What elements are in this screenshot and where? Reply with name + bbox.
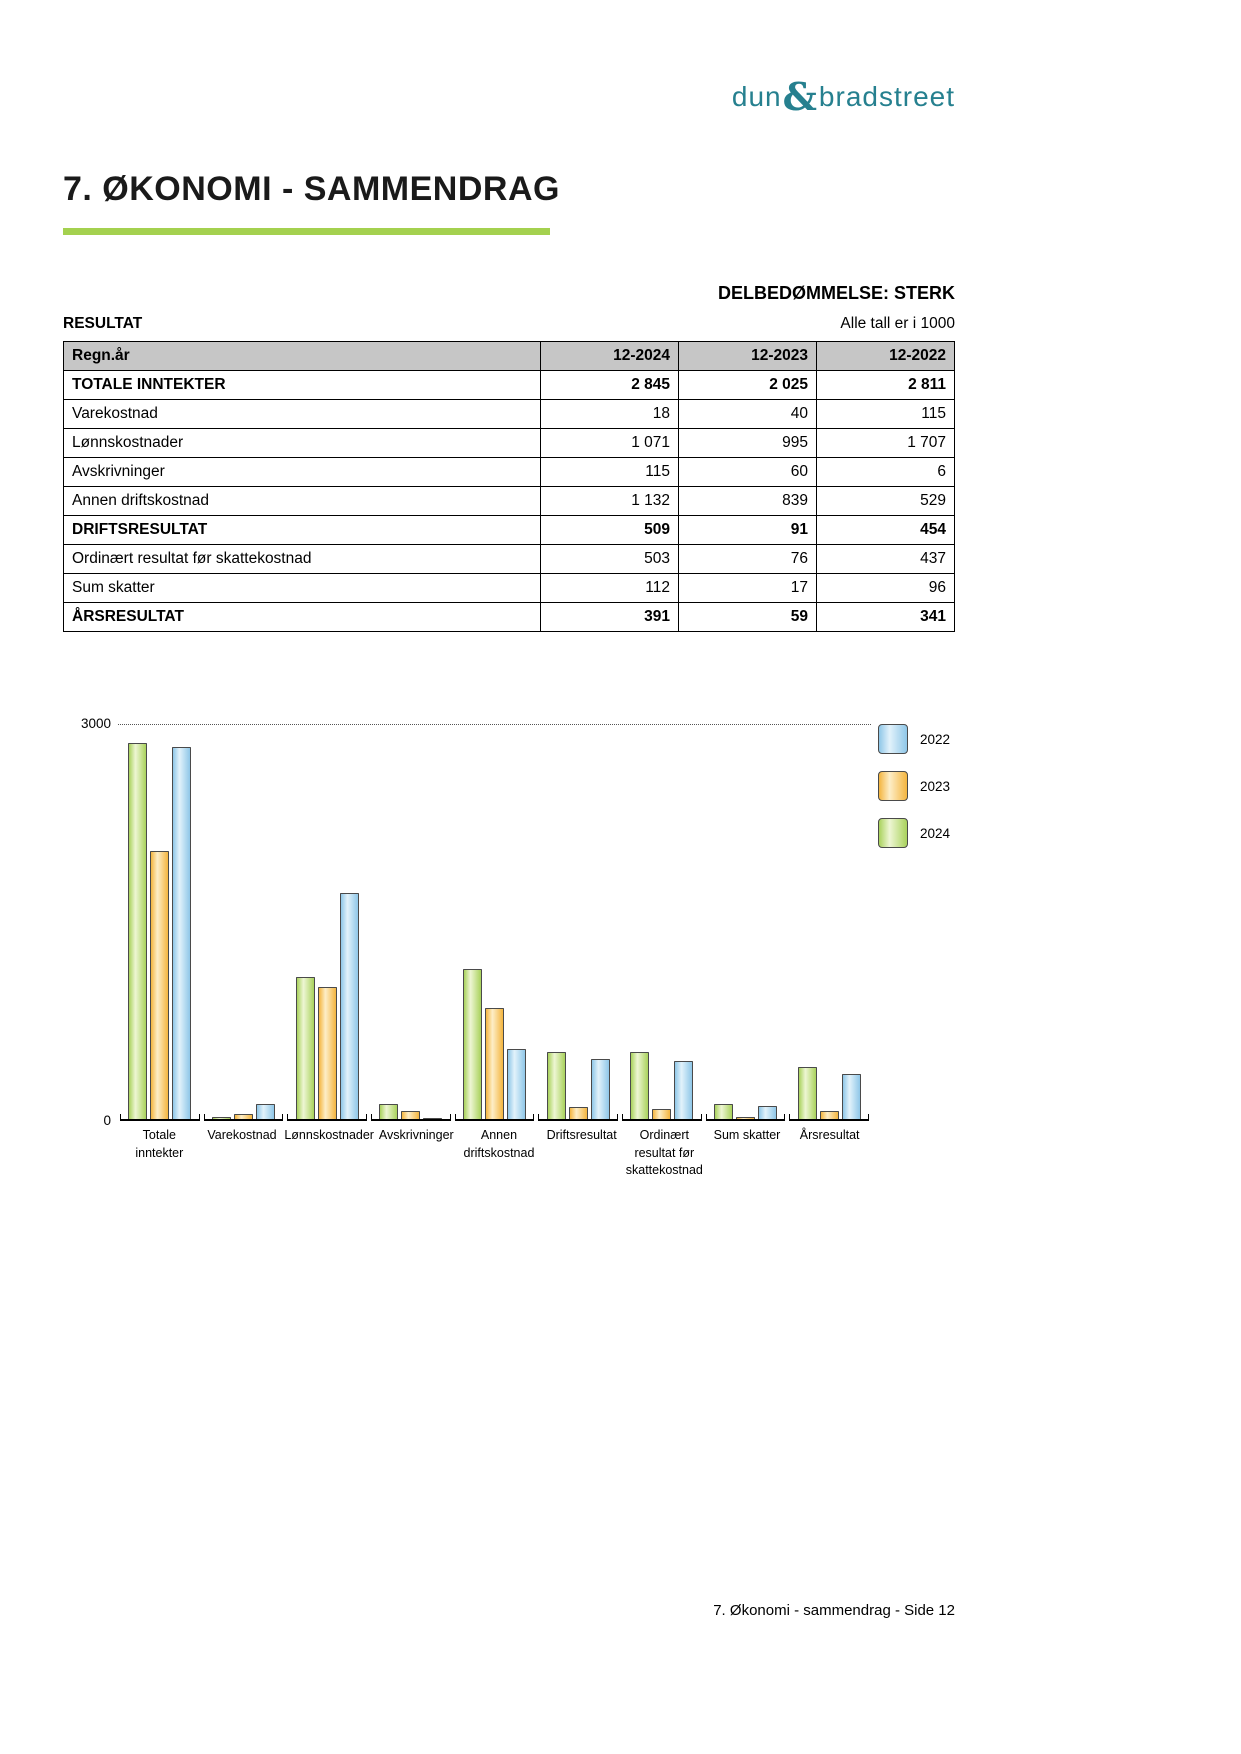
row-value: 2 845: [541, 371, 679, 400]
logo-word-bradstreet: bradstreet: [818, 81, 955, 112]
results-table-header: [64, 342, 955, 371]
row-value: 115: [817, 400, 955, 429]
units-note: Alle tall er i 1000: [840, 315, 955, 332]
row-label: Sum skatter: [64, 574, 541, 603]
legend-label: 2023: [920, 778, 951, 794]
bar-2024: [463, 969, 482, 1119]
bar-group: [455, 725, 535, 1121]
table-row: [64, 574, 955, 603]
row-value: 1 707: [817, 429, 955, 458]
bar-2022: [842, 1074, 861, 1119]
row-value: 503: [541, 545, 679, 574]
table-header-row: [64, 342, 955, 371]
results-table-body: [64, 371, 955, 632]
row-value: 509: [541, 516, 679, 545]
header-12-2022: 12-2022: [817, 342, 955, 371]
legend-item: [878, 818, 950, 848]
header-12-2023: 12-2023: [679, 342, 817, 371]
row-value: 96: [817, 574, 955, 603]
category-label: Varekostnad: [207, 1128, 277, 1142]
row-label: ÅRSRESULTAT: [64, 603, 541, 632]
bar-2024: [212, 1117, 231, 1119]
bar-2024: [798, 1067, 817, 1119]
bar-group: [789, 725, 869, 1121]
row-value: 17: [679, 574, 817, 603]
row-value: 529: [817, 487, 955, 516]
row-value: 2 811: [817, 371, 955, 400]
category-label: Avskrivninger: [378, 1128, 454, 1142]
legend-item: [878, 771, 950, 801]
bar-2023: [234, 1114, 253, 1119]
row-value: 391: [541, 603, 679, 632]
row-value: 341: [817, 603, 955, 632]
bar-group: [706, 725, 786, 1121]
row-value: 839: [679, 487, 817, 516]
row-value: 76: [679, 545, 817, 574]
title-accent-rule: [63, 228, 550, 235]
row-value: 60: [679, 458, 817, 487]
bar-2022: [172, 747, 191, 1119]
bar-group: [538, 725, 618, 1121]
table-row: [64, 429, 955, 458]
legend-swatch-2023: [878, 771, 908, 801]
y-axis-tick-zero: 0: [103, 1113, 111, 1128]
row-value: 437: [817, 545, 955, 574]
page-title: 7. ØKONOMI - SAMMENDRAG: [63, 170, 560, 208]
results-bar-chart: [63, 710, 1178, 1200]
row-label: TOTALE INNTEKTER: [64, 371, 541, 400]
bar-2023: [569, 1107, 588, 1119]
table-row: [64, 516, 955, 545]
chart-plot-area: [118, 724, 871, 1121]
bar-2023: [485, 1008, 504, 1119]
row-label: Annen driftskostnad: [64, 487, 541, 516]
category-label: Lønnskostnader: [284, 1128, 374, 1142]
row-label: Ordinært resultat før skattekostnad: [64, 545, 541, 574]
bar-2022: [340, 893, 359, 1119]
bar-2023: [150, 851, 169, 1119]
page-footer: 7. Økonomi - sammendrag - Side 12: [713, 1602, 955, 1619]
bar-2023: [736, 1117, 755, 1119]
bar-2022: [256, 1104, 275, 1119]
legend-swatch-2022: [878, 724, 908, 754]
section-label: RESULTAT: [63, 315, 143, 332]
bar-2023: [652, 1109, 671, 1119]
row-value: 1 132: [541, 487, 679, 516]
row-label: Avskrivninger: [64, 458, 541, 487]
row-value: 454: [817, 516, 955, 545]
row-value: 59: [679, 603, 817, 632]
row-value: 6: [817, 458, 955, 487]
table-row: [64, 371, 955, 400]
row-value: 2 025: [679, 371, 817, 400]
bar-group: [120, 725, 200, 1121]
row-value: 91: [679, 516, 817, 545]
row-value: 40: [679, 400, 817, 429]
row-value: 112: [541, 574, 679, 603]
bar-group: [371, 725, 451, 1121]
row-value: 115: [541, 458, 679, 487]
table-row: [64, 400, 955, 429]
row-label: Varekostnad: [64, 400, 541, 429]
row-value: 995: [679, 429, 817, 458]
bar-groups: [118, 725, 871, 1121]
category-label: Totale inntekter: [135, 1128, 184, 1160]
bar-2024: [630, 1052, 649, 1119]
chart-legend: [878, 724, 950, 865]
y-axis-tick-max: 3000: [80, 716, 111, 731]
bar-2022: [507, 1049, 526, 1119]
bar-2024: [714, 1104, 733, 1119]
table-meta-row: [63, 315, 955, 333]
bar-2022: [674, 1061, 693, 1119]
category-label: Ordinært resultat før skattekostnad: [625, 1128, 703, 1177]
bar-2023: [401, 1111, 420, 1119]
legend-swatch-2024: [878, 818, 908, 848]
bar-2024: [296, 977, 315, 1119]
bar-2024: [379, 1104, 398, 1119]
table-row: [64, 458, 955, 487]
legend-label: 2022: [920, 731, 951, 747]
bar-2024: [547, 1052, 566, 1119]
header-regnar: Regn.år: [64, 342, 541, 371]
row-value: 1 071: [541, 429, 679, 458]
dun-bradstreet-logo: [63, 74, 955, 119]
assessment-heading: DELBEDØMMELSE: STERK: [717, 283, 955, 303]
category-label: Driftsresultat: [546, 1128, 617, 1142]
table-row: [64, 545, 955, 574]
row-value: 18: [541, 400, 679, 429]
bar-2023: [318, 987, 337, 1119]
category-label: Årsresultat: [799, 1128, 860, 1142]
logo-ampersand-icon: &: [782, 74, 818, 119]
row-label: DRIFTSRESULTAT: [64, 516, 541, 545]
logo-word-dun: dun: [731, 81, 782, 112]
table-row: [64, 487, 955, 516]
results-table: [63, 341, 955, 632]
table-row: [64, 603, 955, 632]
bar-2024: [128, 743, 147, 1119]
legend-item: [878, 724, 950, 754]
category-label: Annen driftskostnad: [463, 1128, 535, 1160]
category-labels: [118, 1127, 871, 1180]
category-label: Sum skatter: [713, 1128, 781, 1142]
header-12-2024: 12-2024: [541, 342, 679, 371]
bar-group: [204, 725, 284, 1121]
bar-group: [622, 725, 702, 1121]
bar-2022: [591, 1059, 610, 1119]
bar-2022: [423, 1118, 442, 1119]
bar-2023: [820, 1111, 839, 1119]
row-label: Lønnskostnader: [64, 429, 541, 458]
bar-2022: [758, 1106, 777, 1119]
legend-label: 2024: [920, 825, 951, 841]
bar-group: [287, 725, 367, 1121]
